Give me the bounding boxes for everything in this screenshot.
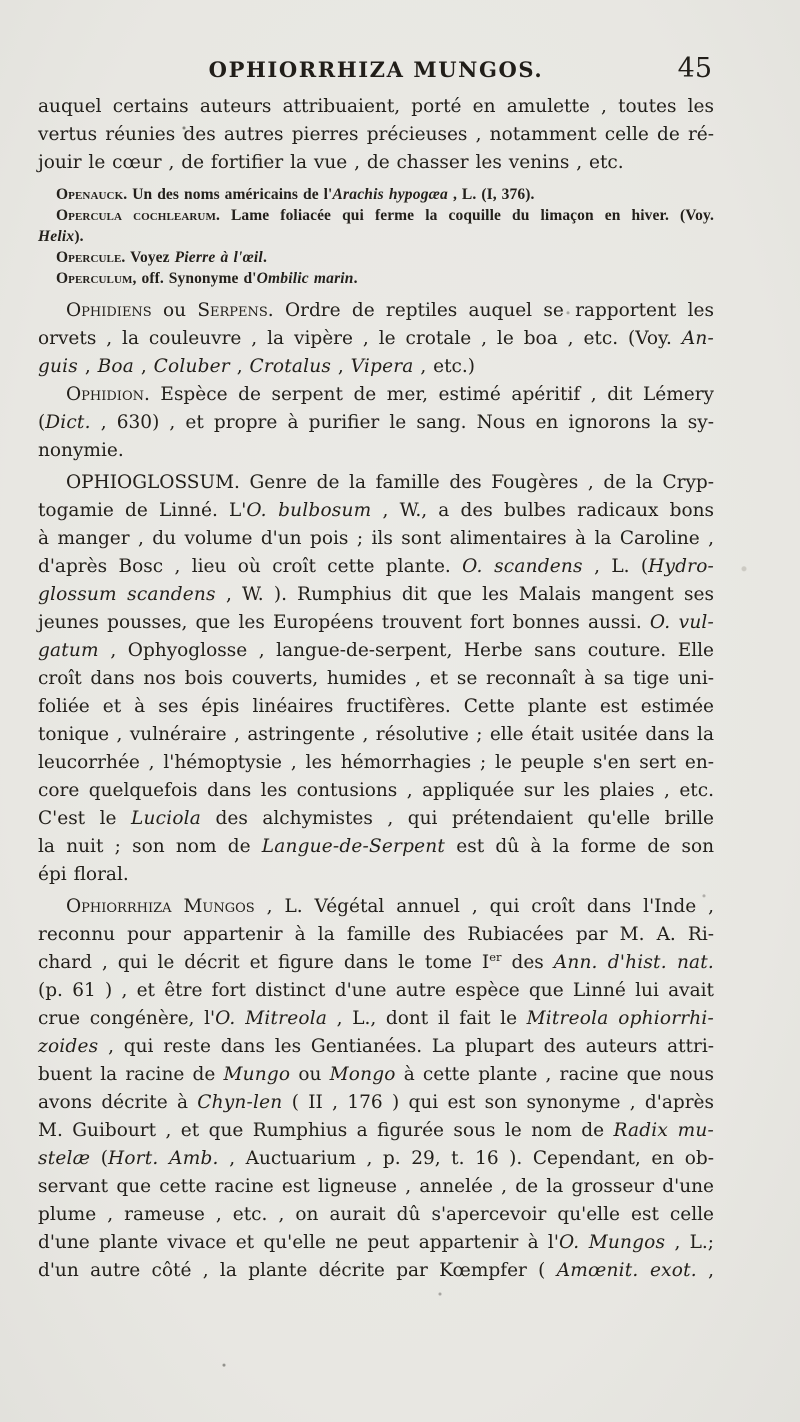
text-line: vertus réunies des autres pierres précieuses , notamment celle de ré-: [38, 124, 714, 145]
text-line: Ophidion. Espèce de serpent de mer, estimé apéritif , dit Lémery: [66, 384, 714, 405]
text-line: reconnu pour appartenir à la famille des Rubiacées par M. A. Ri-: [38, 924, 714, 945]
text-line: jouir le cœur , de fortifier la vue , de chasser les venins , etc.: [38, 152, 624, 173]
text-line: OPHIOGLOSSUM. Genre de la famille des Fougères , de la Cryp-: [66, 472, 714, 493]
paragraph-continuation: [38, 93, 714, 177]
text-line: glossum scandens , W. ). Rumphius dit que les Malais mangent ses: [38, 584, 714, 605]
text-line: togamie de Linné. L'O. bulbosum , W., a des bulbes radicaux bons: [38, 500, 715, 521]
entry-openauck: [38, 184, 714, 205]
page-number: 45: [677, 53, 712, 84]
text-line: Opercule. Voyez Pierre à l'œil.: [56, 249, 267, 266]
text-line: Ophidiens ou Serpens. Ordre de reptiles auquel se rapportent les: [66, 300, 714, 321]
text-line: zoides , qui reste dans les Gentianées. La plupart des auteurs attri-: [38, 1036, 714, 1057]
paragraph-ophidion: [38, 381, 714, 465]
text-line: nonymie.: [38, 440, 124, 461]
text-line: (p. 61 ) , et être fort distinct d'une autre espèce que Linné lui avait: [38, 980, 714, 1001]
small-entries-section: [38, 184, 714, 289]
text-line: buent la racine de Mungo ou Mongo à cette plante , racine que nous: [38, 1064, 714, 1085]
text-column: [38, 53, 715, 1285]
entry-opercule: [38, 247, 714, 268]
text-line: (Dict. , 630) , et propre à purifier le sang. Nous en ignorons la sy-: [38, 412, 714, 433]
text-line: servant que cette racine est ligneuse , annelée , de la grosseur d'une: [38, 1176, 714, 1197]
text-line: gatum , Ophyoglosse , langue-de-serpent, Herbe sans couture. Elle: [38, 640, 714, 661]
text-line: d'après Bosc , lieu où croît cette plante. O. scandens , L. (Hydro-: [38, 556, 714, 577]
paragraph-ophioglossum: [38, 469, 714, 889]
paragraph-ophiorrhiza-mungos: [38, 893, 714, 1285]
text-line: Helix).: [38, 228, 84, 245]
entry-opercula-cochlearum: [38, 205, 714, 247]
text-line: la nuit ; son nom de Langue-de-Serpent est dû à la forme de son: [38, 836, 715, 857]
text-line: foliée et à ses épis linéaires fructifères. Cette plante est estimée: [38, 696, 714, 717]
text-line: core quelquefois dans les contusions , appliquée sur les plaies , etc.: [38, 780, 714, 801]
text-line: crue congénère, l'O. Mitreola , L., dont il fait le Mitreola ophiorrhi-: [38, 1008, 714, 1029]
text-line: épi floral.: [38, 864, 129, 885]
text-line: jeunes pousses, que les Européens trouvent fort bonnes aussi. O. vul-: [38, 612, 715, 633]
text-line: C'est le Luciola des alchymistes , qui prétendaient qu'elle brille: [38, 808, 715, 829]
running-title: OPHIORRHIZA MUNGOS.: [208, 57, 544, 82]
text-line: tonique , vulnéraire , astringente , résolutive ; elle était usitée dans la: [38, 724, 714, 745]
text-line: d'une plante vivace et qu'elle ne peut appartenir à l'O. Mungos , L.;: [38, 1232, 715, 1253]
text-line: chard , qui le décrit et figure dans le tome Ier des Ann. d'hist. nat.: [38, 949, 715, 973]
text-line: croît dans nos bois couverts, humides , et se reconnaît à sa tige uni-: [38, 668, 714, 689]
text-line: Ophiorrhiza Mungos , L. Végétal annuel , qui croît dans l'Inde ,: [66, 896, 714, 917]
text-line: Operculum, off. Synonyme d'Ombilic marin.: [56, 270, 358, 287]
text-line: plume , rameuse , etc. , on aurait dû s'apercevoir qu'elle est celle: [38, 1204, 714, 1225]
text-line: Openauck. Un des noms américains de l'Arachis hypogæa , L. (I, 376).: [56, 186, 535, 203]
text-line: stelæ (Hort. Amb. , Auctuarium , p. 29, t. 16 ). Cependant, en ob-: [38, 1148, 714, 1169]
text-line: à manger , du volume d'un pois ; ils sont alimentaires à la Caroline ,: [38, 528, 714, 549]
text-line: avons décrite à Chyn-len ( II , 176 ) qui est son synonyme , d'après: [38, 1092, 714, 1113]
text-line: M. Guibourt , et que Rumphius a figurée sous le nom de Radix mu-: [38, 1120, 714, 1141]
text-line: orvets , la couleuvre , la vipère , le crotale , le boa , etc. (Voy. An-: [38, 328, 714, 349]
text-line: d'un autre côté , la plante décrite par Kœmpfer ( Amœnit. exot. ,: [38, 1260, 714, 1281]
text-line: Opercula cochlearum. Lame foliacée qui ferme la coquille du limaçon en hiver. (Voy.: [56, 207, 714, 224]
text-line: leucorrhée , l'hémoptysie , les hémorrhagies ; le peuple s'en sert en-: [38, 752, 714, 773]
text-line: auquel certains auteurs attribuaient, porté en amulette , toutes les: [38, 96, 714, 117]
entry-operculum: [38, 268, 714, 289]
page-header: [38, 53, 714, 93]
paragraph-ophidiens: [38, 297, 714, 381]
text-line: guis , Boa , Coluber , Crotalus , Vipera , etc.): [38, 356, 475, 377]
